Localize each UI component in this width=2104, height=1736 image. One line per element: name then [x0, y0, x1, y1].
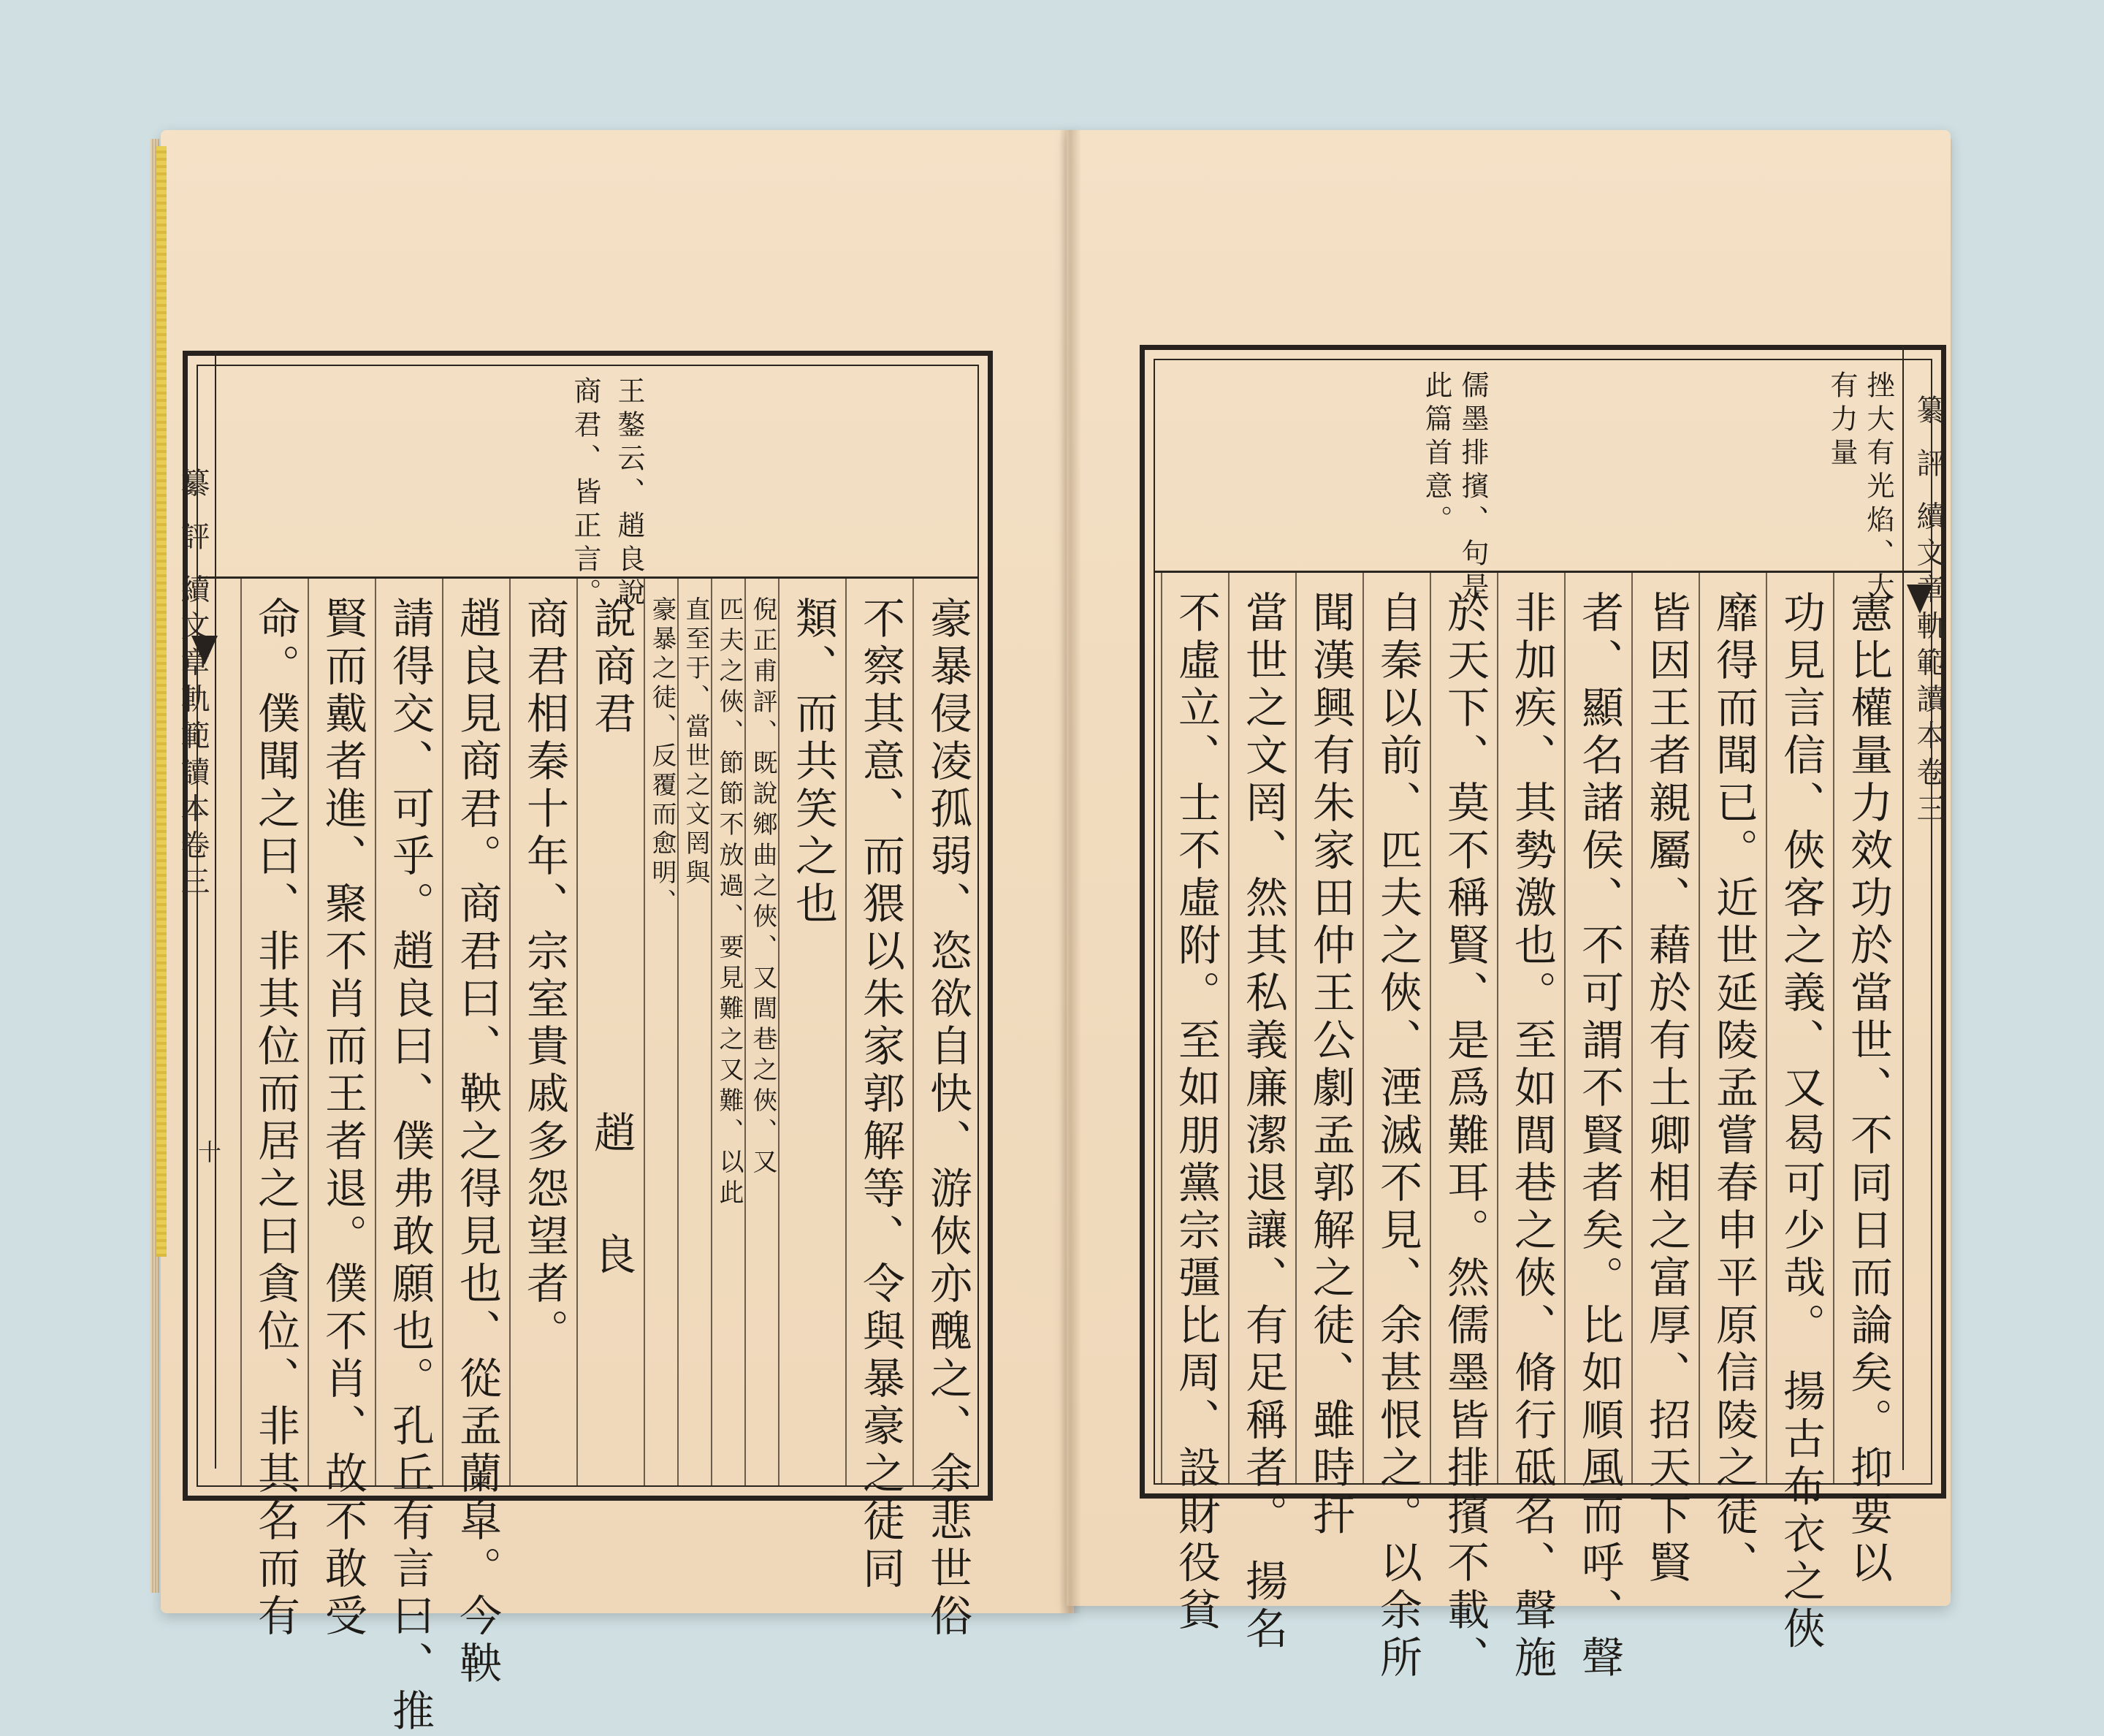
- column-text: 說商君 趙 良: [587, 596, 636, 1280]
- text-column: [1833, 573, 1902, 1588]
- column-text: 豪暴之徒、反覆而愈明、: [647, 596, 676, 918]
- left-text-frame: [183, 351, 993, 1736]
- text-column: [1766, 573, 1834, 1654]
- text-column: [744, 579, 780, 1485]
- column-text: 商君相秦十年、宗室貴戚多怨望者。: [519, 596, 569, 1356]
- text-column: [1228, 573, 1297, 1654]
- text-column: [912, 579, 981, 1641]
- column-text: 直至于、當世之文罔與: [681, 596, 710, 888]
- column-text: 請得交、可乎。趙良曰、僕弗敢願也。孔丘有言曰、推: [385, 596, 435, 1736]
- text-column: [308, 579, 376, 1641]
- column-text: 不虛立、士不虛附。至如朋黨宗彊比周、設財役貧: [1171, 590, 1221, 1635]
- text-column: [677, 579, 712, 1485]
- column-text: 不察其意、而猥以朱家郭解等、令與暴豪之徒同: [855, 596, 905, 1594]
- column-text: 賢而戴者進、聚不肖而王者退。僕不肖、故不敢受: [318, 596, 367, 1641]
- column-text: 功見言信、俠客之義、又曷可少哉。 揚古布衣之俠: [1776, 590, 1826, 1654]
- column-text: 靡得而聞已。近世延陵孟嘗春申平原信陵之徒、: [1709, 590, 1758, 1588]
- left-head-note-line-1: 王鏊云、趙良說: [613, 376, 645, 612]
- column-text: 皆因王者親屬、藉於有土卿相之富厚、招天下賢: [1642, 590, 1691, 1588]
- column-text: 倪正甫評、既說鄉曲之俠、又閭巷之俠、又: [748, 596, 777, 1179]
- text-column: [576, 579, 645, 1485]
- left-margin-title: 纂 評 續文章軌範讀本卷三: [176, 468, 210, 903]
- text-column: [240, 579, 309, 1641]
- right-head-note-line-1: 挫大有光焰、大: [1862, 370, 1894, 606]
- leaf-number: 十: [194, 1140, 222, 1163]
- fishtail-mark-right: [1907, 585, 1933, 614]
- left-head-note-line-2: 商君、皆正言。: [569, 376, 601, 612]
- text-column: [1295, 573, 1364, 1540]
- right-text-frame: [1140, 345, 1946, 1683]
- right-head-note-line-2: 有力量: [1826, 370, 1858, 471]
- right-head-note-line-3: 儒墨排擯、句是: [1457, 370, 1489, 606]
- column-text: 命。僕聞之曰、非其位而居之曰貪位、非其名而有: [251, 596, 300, 1641]
- text-column: [1430, 573, 1498, 1683]
- text-column: [1161, 573, 1230, 1635]
- column-text: 憲比權量力效功於當世、不同日而論矣。抑要以: [1843, 590, 1893, 1588]
- right-head-note-band: [1154, 359, 1932, 573]
- text-column: [1497, 573, 1566, 1683]
- text-column: [509, 579, 578, 1485]
- column-text: 聞漢興有朱家田仲王公劇孟郭解之徒、雖時扞: [1306, 590, 1355, 1540]
- right-margin-title: 纂 評 續文章軌範讀本卷三: [1912, 395, 1945, 830]
- text-column: [644, 579, 679, 1485]
- yellow-edge: [156, 146, 167, 1257]
- text-column: [1699, 573, 1767, 1588]
- column-text: 趙良見商君。商君曰、鞅之得見也、從孟蘭皐。今鞅: [452, 596, 502, 1689]
- left-columns: [198, 579, 977, 1736]
- column-text: 類、而共笑之也: [788, 596, 838, 929]
- text-column: [1631, 573, 1700, 1588]
- text-column: [1362, 573, 1431, 1683]
- column-text: 者、顯名諸侯、不可謂不賢者矣。比如順風而呼、聲: [1574, 590, 1624, 1683]
- text-column: [778, 579, 847, 1485]
- right-head-note-line-4: 此篇首意。: [1420, 370, 1452, 538]
- column-text: 豪暴侵凌孤弱、恣欲自快、游俠亦醜之、余悲世俗: [923, 596, 972, 1641]
- text-column: [442, 579, 511, 1689]
- text-column: [711, 579, 746, 1485]
- column-text: 匹夫之俠、節節不放過、要見難之又難、以此: [714, 596, 744, 1210]
- fishtail-mark-left: [191, 636, 218, 665]
- text-column: [1564, 573, 1633, 1683]
- text-column: [375, 579, 443, 1736]
- text-column: [845, 579, 914, 1594]
- column-text: 自秦以前、匹夫之俠、湮滅不見、余甚恨之。以余所: [1373, 590, 1422, 1683]
- book-gutter: [1059, 130, 1081, 1613]
- right-columns: [1155, 573, 1931, 1683]
- column-text: 當世之文罔、然其私義廉潔退讓、有足稱者。 揚名: [1238, 590, 1288, 1654]
- column-text: 於天下、莫不稱賢、是爲難耳。然儒墨皆排擯不載、: [1440, 590, 1490, 1683]
- column-text: 非加疾、其勢激也。至如閭巷之俠、脩行砥名、聲施: [1507, 590, 1557, 1683]
